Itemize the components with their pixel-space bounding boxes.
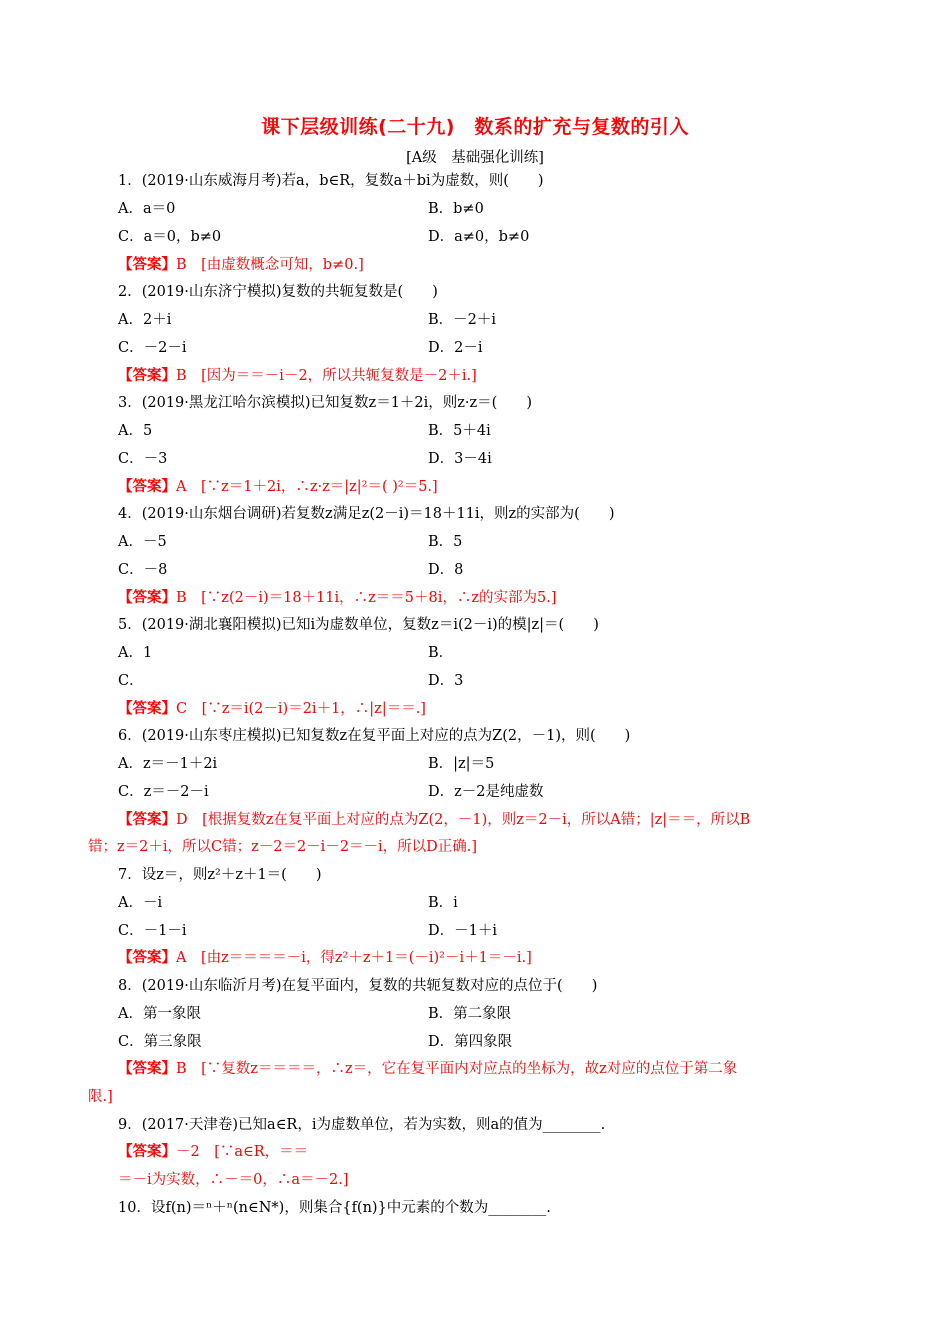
answer-tag: 【答案】: [118, 950, 176, 966]
answer-tag: 【答案】: [118, 479, 176, 495]
option-d: D．－1＋i: [428, 923, 497, 939]
answer-tag: 【答案】: [118, 1144, 176, 1160]
answer-line: [118, 477, 438, 497]
option-d: D．第四象限: [428, 1034, 513, 1050]
option-c: C．: [118, 673, 144, 689]
option-d: D．3: [428, 673, 464, 689]
answer-tag: 【答案】: [118, 812, 176, 828]
answer-text: －2 [∵a∈R，＝＝: [176, 1144, 309, 1160]
question-stem: 9．(2017·天津卷)已知a∈R，i为虚数单位，若为实数，则a的值为________.: [118, 1117, 606, 1133]
answer-text: B [∵z(2－i)＝18＋11i，∴z＝＝5＋8i，∴z的实部为5.]: [176, 590, 557, 606]
option-b: B．: [428, 645, 454, 661]
answer-tag: 【答案】: [118, 701, 176, 717]
question-stem: 6．(2019·山东枣庄模拟)已知复数z在复平面上对应的点为Z(2，－1)，则( ): [118, 728, 631, 744]
option-d: D．2－i: [428, 340, 483, 356]
answer-tag: 【答案】: [118, 368, 176, 384]
page-title: 课下层级训练(二十九) 数系的扩充与复数的引入: [261, 116, 689, 138]
answer-text: D [根据复数z在复平面上对应的点为Z(2，－1)，则z＝2－i，所以A错；|z|＝＝，所以B: [176, 812, 751, 828]
option-a: A．5: [118, 423, 153, 439]
section-heading: [A级 基础强化训练]: [406, 150, 544, 166]
option-a: A．－5: [118, 534, 167, 550]
answer-line: [118, 699, 426, 719]
option-b: B．－2＋i: [428, 312, 497, 328]
answer-line: [118, 1142, 308, 1162]
option-c: C．－2－i: [118, 340, 187, 356]
answer-continuation: 错；z＝2＋i，所以C错；z－2＝2－i－2＝－i，所以D正确.]: [88, 839, 478, 855]
answer-line: [118, 948, 532, 968]
option-b: B．i: [428, 895, 458, 911]
option-c: C．－1－i: [118, 923, 187, 939]
option-d: D．a≠0，b≠0: [428, 229, 530, 245]
answer-line: [118, 810, 750, 830]
answer-tag: 【答案】: [118, 590, 176, 606]
option-c: C．－3: [118, 451, 168, 467]
answer-text: B [因为＝＝－i－2，所以共轭复数是－2＋i.]: [176, 368, 477, 384]
answer-continuation: 限.]: [88, 1089, 113, 1105]
option-b: B．b≠0: [428, 201, 484, 217]
option-a: A．z＝－1＋2i: [118, 756, 218, 772]
option-a: A．a＝0: [118, 201, 176, 217]
answer-text: B [∵复数z＝＝＝＝，∴z＝，它在复平面内对应点的坐标为，故z对应的点位于第二象: [176, 1061, 738, 1077]
question-stem: 5．(2019·湖北襄阳模拟)已知i为虚数单位，复数z＝i(2－i)的模|z|＝( ): [118, 617, 599, 633]
option-d: D．8: [428, 562, 464, 578]
answer-line: [118, 255, 364, 275]
answer-text: C [∵z＝i(2－i)＝2i＋1，∴|z|＝＝.]: [176, 701, 426, 717]
option-d: D．3－4i: [428, 451, 492, 467]
answer-tag: 【答案】: [118, 257, 176, 273]
question-stem: 1．(2019·山东威海月考)若a，b∈R，复数a＋bi为虚数，则( ): [118, 173, 544, 189]
question-stem: 10．设f(n)＝ⁿ＋ⁿ(n∈N*)，则集合{f(n)}中元素的个数为________.: [118, 1200, 551, 1216]
answer-continuation: ＝－i为实数，∴－＝0，∴a＝－2.]: [118, 1172, 349, 1188]
option-a: A．第一象限: [118, 1006, 201, 1022]
answer-text: A [由z＝＝＝＝－i，得z²＋z＋1＝(－i)²－i＋1＝－i.]: [176, 950, 532, 966]
answer-line: [118, 588, 557, 608]
option-a: A．－i: [118, 895, 163, 911]
option-a: A．1: [118, 645, 153, 661]
option-c: C．第三象限: [118, 1034, 202, 1050]
option-a: A．2＋i: [118, 312, 172, 328]
option-c: C．z＝－2－i: [118, 784, 209, 800]
answer-text: B [由虚数概念可知，b≠0.]: [176, 257, 364, 273]
answer-line: [118, 1059, 737, 1079]
option-b: B．|z|＝5: [428, 756, 495, 772]
question-stem: 4．(2019·山东烟台调研)若复数z满足z(2－i)＝18＋11i，则z的实部为( ): [118, 506, 615, 522]
option-c: C．－8: [118, 562, 168, 578]
answer-tag: 【答案】: [118, 1061, 176, 1077]
question-stem: 7．设z＝，则z²＋z＋1＝( ): [118, 867, 322, 883]
option-c: C．a＝0，b≠0: [118, 229, 222, 245]
question-stem: 2．(2019·山东济宁模拟)复数的共轭复数是( ): [118, 284, 438, 300]
option-b: B．第二象限: [428, 1006, 512, 1022]
question-stem: 8．(2019·山东临沂月考)在复平面内，复数的共轭复数对应的点位于( ): [118, 978, 598, 994]
option-b: B．5: [428, 534, 463, 550]
question-stem: 3．(2019·黑龙江哈尔滨模拟)已知复数z＝1＋2i，则z·z＝( ): [118, 395, 532, 411]
option-d: D．z－2是纯虚数: [428, 784, 544, 800]
answer-line: [118, 366, 477, 386]
option-b: B．5＋4i: [428, 423, 491, 439]
answer-text: A [∵z＝1＋2i，∴z·z＝|z|²＝( )²＝5.]: [176, 479, 438, 495]
